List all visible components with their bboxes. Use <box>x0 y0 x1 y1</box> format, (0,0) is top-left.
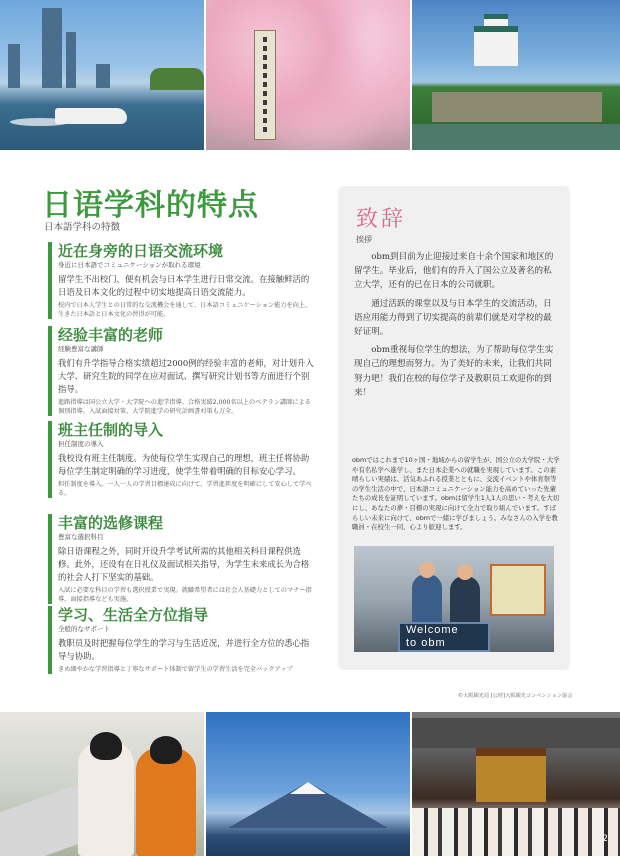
greeting-text-zh <box>354 250 558 404</box>
section-text-ja: きめ細やかな学習指導と丁寧なサポート体制で留学生の学習生活を完全バックアップ <box>58 666 293 673</box>
wooden-sign <box>254 30 276 140</box>
section-title: 班主任制的导入 <box>58 421 164 439</box>
wall-poster <box>490 564 546 616</box>
welcome-sign-line: to obm <box>406 637 446 649</box>
moat <box>412 124 620 150</box>
section-text-ja: 校内で日本人学生との日常的な交流機会を通して、日本語コミュニケーション能力を向上、生きた日本語と日本文化の習得が可能。 <box>58 302 312 318</box>
cherry-blossom-photo <box>206 0 410 150</box>
building <box>96 64 110 88</box>
section-text-zh: 教职员及时把握每位学生的学习与生活近况，并进行全方位的悉心指导与协助。 <box>58 638 310 661</box>
maiko-figure <box>136 748 196 856</box>
greeting-text-ja: obmではこれまで10ヶ国・地域からの留学生が、国公立の大学院・大学や有名私学へ進学し、また日本企業への就職を実現しています。この素晴らしい実績は、活気あふれる授業とともに、交流イベントや体育祭等の学生生活の中で、日本語コミュニケーション能力を高めていった先輩たちの成長を証明しています。obmは留学生1人1人の思い・考えを大切にし、あなたの夢・目標の実現に向けて全力で取り組んでいます。すばらしい未来に向けて、obmで一緒に学びましょう。みなさんの入学を教職員・在校生一同、心より歓迎します。 <box>352 456 560 532</box>
mikoshi-shrine <box>476 748 546 802</box>
page-subtitle: 日本語学科の特徴 <box>44 222 121 233</box>
castle-keep <box>474 26 518 66</box>
section-title: 学习、生活全方位指导 <box>58 606 209 624</box>
mount-fuji-photo <box>206 712 410 856</box>
section-tag: 経験豊富な講師 <box>58 345 104 353</box>
section-text-ja: 入試に必要な科目の学習も選択授業で実現。就職希望者には社会人基礎力としてのマナー指導、面接指導なども実施。 <box>58 587 312 603</box>
greeting-card <box>338 186 570 670</box>
section-text-zh: 除日语课程之外，同时开设升学考试所需的其他相关科目课程供选修。此外，还设有在日礼仪及面试相关指导，为学生未来成长为合格的社会人打下坚实的基础。 <box>58 546 310 582</box>
greeting-paragraph: obm到目前为止迎接过来自十余个国家和地区的留学生。毕业后，他们有的升入了国公立及著名的私立大学，还有的已在日本的公司就职。 <box>354 252 554 291</box>
section-tag: 全般的なサポート <box>58 625 110 633</box>
section-text-ja: 進路指導は国公立大学・大学院への進学指導、合格実績2,000名以上のベテラン講師による個別指導。入試面接対策、大学院進学の研究計画書対策も万全。 <box>58 399 311 415</box>
osaka-city-river-photo <box>0 0 204 150</box>
snow-cap <box>290 782 326 794</box>
trees <box>150 68 204 90</box>
feature-section <box>48 606 316 674</box>
feature-section <box>48 421 316 498</box>
welcome-students-photo <box>354 546 554 652</box>
feature-section <box>48 514 316 604</box>
temple-roof <box>412 718 620 748</box>
maiko-figure <box>78 742 134 856</box>
section-text-zh: 留学生不出校门，便有机会与日本学生进行日常交流。在接触鲜活的日语及日本文化的过程中切实地提高日语交流能力。 <box>58 274 310 297</box>
greeting-paragraph: 通过活跃的课堂以及与日本学生的交流活动，日语应用能力得到了切实提高的前辈们就是对学校的最好证明。 <box>354 298 552 338</box>
welcome-sign-text <box>406 624 459 650</box>
feature-section <box>48 326 316 416</box>
section-title: 近在身旁的日语交流环境 <box>58 242 224 260</box>
page-title: 日语学科的特点 <box>42 188 259 223</box>
section-title: 丰富的选修课程 <box>58 514 164 532</box>
building <box>8 44 20 88</box>
section-text-zh: 我们有升学指导合格实绩超过2000例的经验丰富的老师，对计划升入大学、研究生院的同学在应对面试、撰写研究计划书等方面进行个别指导。 <box>58 358 314 394</box>
section-text-ja: 担任制度を導入。一人一人の学習目標達成に向けて、学習進捗度を明確にして安心して学べる。 <box>58 481 312 497</box>
bridge-railing <box>0 780 90 856</box>
section-title: 经验丰富的老师 <box>58 326 164 344</box>
castle-wall <box>432 92 602 122</box>
page-number: 2 <box>602 834 608 844</box>
section-tag: 身近に日本語でコミュニケーションが取れる環境 <box>58 261 201 269</box>
greeting-title: 致辞 <box>356 207 407 232</box>
greeting-paragraph: obm重视每位学生的想法，为了帮助每位学生实现自己的理想而努力。为了美好的未来，让我们共同努力吧！我们在校的每位学子及教职员工欢迎你的到来！ <box>354 345 554 398</box>
section-tag: 豊富な選択科目 <box>58 533 104 541</box>
osaka-castle-photo <box>412 0 620 150</box>
boat <box>55 108 127 124</box>
welcome-sign-line: Welcome <box>406 624 459 636</box>
photo-credit: ©大阪観光局 [公財]大阪観光コンベンション協会 <box>458 693 573 699</box>
section-text-zh: 我校设有班主任制度。为使每位学生实现自己的理想，班主任将协助每位学生制定明确的学习进度，使学生带着明确的目标安心学习。 <box>58 453 310 476</box>
building <box>42 8 62 88</box>
greeting-subtitle: 挨拶 <box>356 235 372 244</box>
building <box>66 32 76 88</box>
feature-section <box>48 242 316 319</box>
festival-photo <box>412 712 620 856</box>
crowd <box>412 808 620 856</box>
maiko-photo <box>0 712 204 856</box>
section-tag: 担任制度の導入 <box>58 440 104 448</box>
